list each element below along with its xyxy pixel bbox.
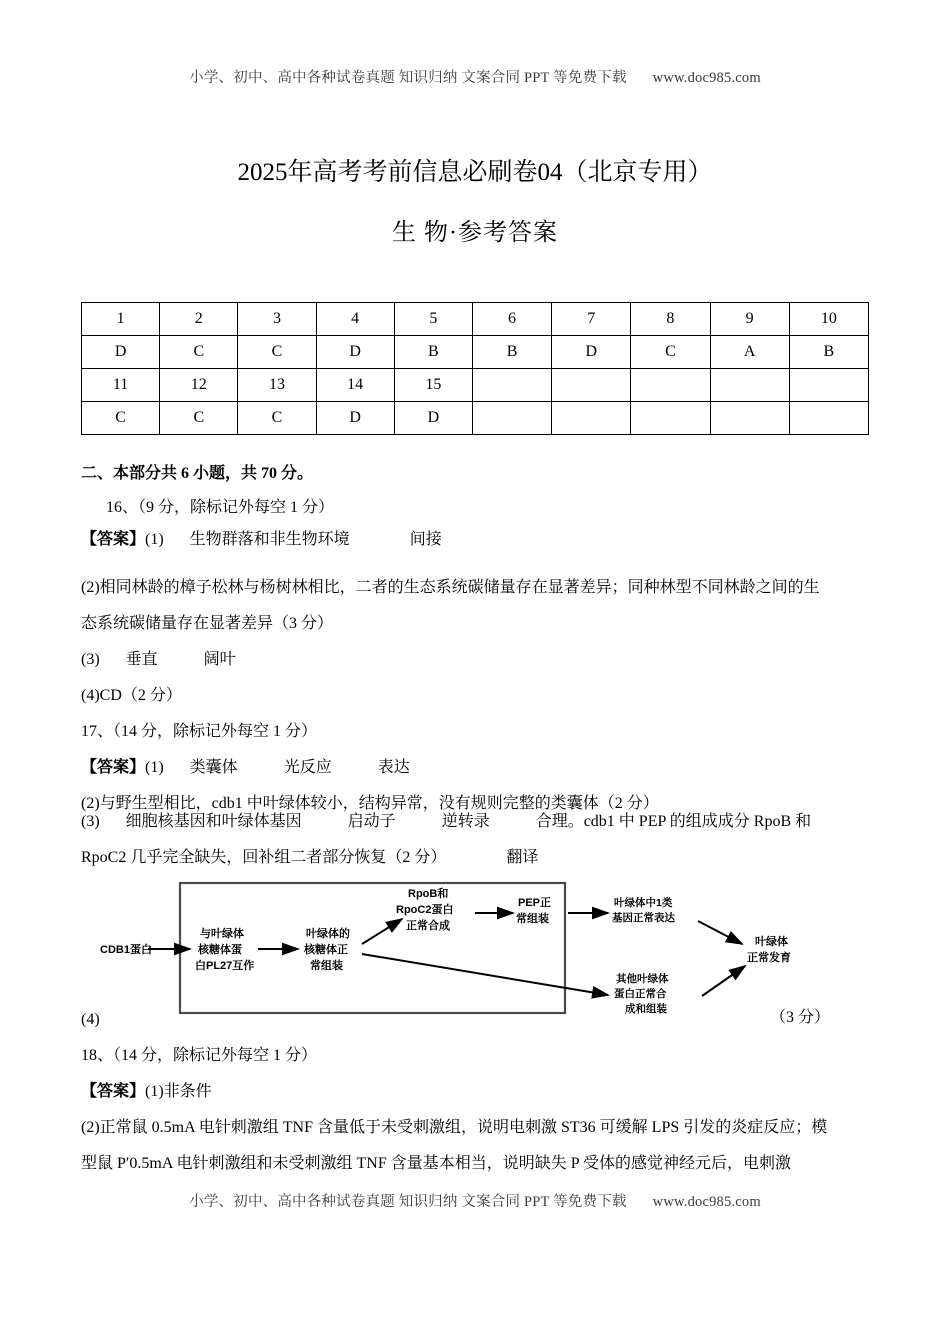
- question-16-part1: [81, 530, 442, 550]
- question-18-part2-line2: 型鼠 P′0.5mA 电针刺激组和未受刺激组 TNF 含量基本相当，说明缺失 P 受体的感觉神经元后，电刺激: [81, 1155, 792, 1172]
- table-cell: A: [710, 336, 789, 369]
- footer-watermark-url: www.doc985.com: [652, 1194, 761, 1210]
- flow-node-other-proteins-line1: 其他叶绿体: [616, 973, 669, 985]
- flow-node-ribosome-line2: 核糖体正: [304, 944, 348, 956]
- table-cell: 9: [710, 303, 789, 336]
- footer-watermark: [0, 1190, 950, 1211]
- header-watermark: [0, 66, 950, 87]
- part-marker: (1): [145, 531, 164, 548]
- flow-node-cdb1-protein: CDB1蛋白: [100, 944, 152, 956]
- table-cell: 14: [316, 369, 394, 402]
- table-cell: 8: [631, 303, 710, 336]
- flow-node-ribosome-line3: 常组装: [310, 960, 343, 972]
- question-17-part2: (2)与野生型相比，cdb1 中叶绿体较小，结构异常，没有规则完整的类囊体（2 分）: [81, 795, 659, 812]
- question-17-part1: [81, 758, 410, 778]
- answer-explanation: 合理。cdb1 中 PEP 的组成成分 RpoB 和: [535, 813, 812, 830]
- flow-arrow: [702, 966, 745, 996]
- question-17-part4-marker: (4): [81, 1011, 100, 1028]
- table-cell: 7: [552, 303, 631, 336]
- answer-blank-value: 生物群落和非生物环境: [189, 531, 350, 548]
- table-cell: D: [316, 336, 394, 369]
- flow-node-other-proteins-line2: 蛋白正常合: [614, 988, 667, 1000]
- flow-node-normal-development-line2: 正常发育: [747, 952, 791, 964]
- table-cell: 11: [82, 369, 160, 402]
- flow-arrow: [698, 921, 742, 944]
- table-cell: [472, 369, 551, 402]
- table-cell: [472, 402, 551, 435]
- question-16-part4: (4)CD（2 分）: [81, 687, 182, 704]
- table-cell: C: [238, 402, 316, 435]
- table-cell: C: [631, 336, 710, 369]
- table-cell: 1: [82, 303, 160, 336]
- table-cell: [789, 402, 868, 435]
- table-cell: 6: [472, 303, 551, 336]
- header-watermark-text: 小学、初中、高中各种试卷真题 知识归纳 文案合同 PPT 等免费下载: [189, 70, 627, 86]
- flow-node-gene-expression-line2: 基因正常表达: [612, 912, 675, 924]
- part-marker: (1): [145, 759, 164, 776]
- table-cell: 4: [316, 303, 394, 336]
- table-cell: 2: [160, 303, 238, 336]
- footer-watermark-text: 小学、初中、高中各种试卷真题 知识归纳 文案合同 PPT 等免费下载: [189, 1194, 627, 1210]
- part-marker: (3): [81, 813, 100, 830]
- answer-blank-value: 类囊体: [189, 759, 238, 776]
- question-16-part2-line1: (2)相同林龄的樟子松林与杨树林相比，二者的生态系统碳储量存在显著差异；同种林型不同林龄之间的生: [81, 579, 820, 596]
- table-cell: [710, 402, 789, 435]
- table-cell: B: [472, 336, 551, 369]
- flow-node-pl27-line2: 核糖体蛋: [198, 944, 242, 956]
- question-16-part3: [81, 650, 236, 670]
- question-17-number: 17、（14 分，除标记外每空 1 分）: [81, 723, 318, 740]
- table-row: [82, 336, 869, 369]
- flow-node-pl27-line1: 与叶绿体: [200, 928, 244, 940]
- answer-blank-value: 启动子: [347, 813, 396, 830]
- table-cell: 15: [394, 369, 472, 402]
- answer-blank-value: (1)非条件: [145, 1083, 212, 1100]
- table-row: [82, 369, 869, 402]
- table-cell: C: [160, 336, 238, 369]
- flow-node-pep-line1: PEP正: [518, 897, 552, 909]
- table-cell: C: [160, 402, 238, 435]
- flow-node-gene-expression-line1: 叶绿体中1类: [614, 897, 673, 909]
- question-17-part4-score: （3 分）: [770, 1009, 831, 1026]
- answer-label: 【答案】: [81, 531, 146, 548]
- answer-blank-value: 表达: [377, 759, 410, 776]
- answer-label: 【答案】: [81, 759, 146, 776]
- table-cell: C: [82, 402, 160, 435]
- flow-node-rpob-line3: 正常合成: [406, 920, 450, 932]
- table-cell: [552, 369, 631, 402]
- question-17-part3-line1: [81, 812, 811, 832]
- table-cell: [789, 369, 868, 402]
- table-cell: 5: [394, 303, 472, 336]
- table-row: [82, 303, 869, 336]
- question-18-part2-line1: (2)正常鼠 0.5mA 电针刺激组 TNF 含量低于未受刺激组，说明电刺激 ST36 可缓解 LPS 引发的炎症反应；模: [81, 1119, 828, 1136]
- table-cell: 10: [789, 303, 868, 336]
- page-subtitle: 生 物·参考答案: [392, 220, 558, 246]
- answer-key-table: [81, 302, 869, 435]
- chloroplast-development-flowchart: [90, 876, 880, 1026]
- table-cell: [710, 369, 789, 402]
- table-cell: C: [238, 336, 316, 369]
- table-cell: 13: [238, 369, 316, 402]
- table-cell: D: [316, 402, 394, 435]
- table-cell: D: [82, 336, 160, 369]
- flow-node-pep-line2: 常组装: [516, 913, 549, 925]
- flow-node-ribosome-line1: 叶绿体的: [306, 928, 350, 940]
- answer-explanation: RpoC2 几乎完全缺失，回补组二者部分恢复（2 分）: [81, 849, 447, 866]
- answer-blank-value: 逆转录: [441, 813, 490, 830]
- flow-node-rpob-line2: RpoC2蛋白: [396, 904, 454, 916]
- table-cell: D: [394, 402, 472, 435]
- table-cell: B: [789, 336, 868, 369]
- flow-node-rpob-line1: RpoB和: [408, 888, 449, 900]
- question-18-number: 18、（14 分，除标记外每空 1 分）: [81, 1047, 318, 1064]
- answer-blank-value: 翻译: [506, 849, 539, 866]
- answer-blank-value: 垂直: [125, 651, 158, 668]
- answer-label: 【答案】: [81, 1083, 146, 1100]
- table-cell: D: [552, 336, 631, 369]
- table-cell: [631, 402, 710, 435]
- header-watermark-url: www.doc985.com: [652, 70, 761, 86]
- table-cell: 12: [160, 369, 238, 402]
- question-16-part2-line2: 态系统碳储量存在显著差异（3 分）: [81, 615, 334, 632]
- table-cell: [631, 369, 710, 402]
- question-17-part3-line2: [81, 848, 538, 868]
- answer-blank-value: 阔叶: [203, 651, 236, 668]
- answer-blank-value: 细胞核基因和叶绿体基因: [125, 813, 302, 830]
- flow-node-other-proteins-line3: 成和组装: [625, 1003, 667, 1015]
- page-title: 2025年高考考前信息必刷卷04（北京专用）: [237, 159, 713, 186]
- section-heading: 二、本部分共 6 小题，共 70 分。: [81, 465, 314, 482]
- question-18-part1: [81, 1082, 212, 1102]
- answer-blank-value: 间接: [409, 531, 442, 548]
- table-row: [82, 402, 869, 435]
- table-cell: 3: [238, 303, 316, 336]
- table-cell: [552, 402, 631, 435]
- flow-node-normal-development-line1: 叶绿体: [755, 936, 788, 948]
- flow-arrow: [362, 919, 402, 944]
- flow-node-pl27-line3: 白PL27互作: [195, 960, 255, 972]
- flow-arrow: [362, 954, 608, 995]
- table-cell: B: [394, 336, 472, 369]
- answer-blank-value: 光反应: [283, 759, 332, 776]
- question-16-number: 16、（9 分，除标记外每空 1 分）: [106, 499, 335, 516]
- part-marker: (3): [81, 651, 100, 668]
